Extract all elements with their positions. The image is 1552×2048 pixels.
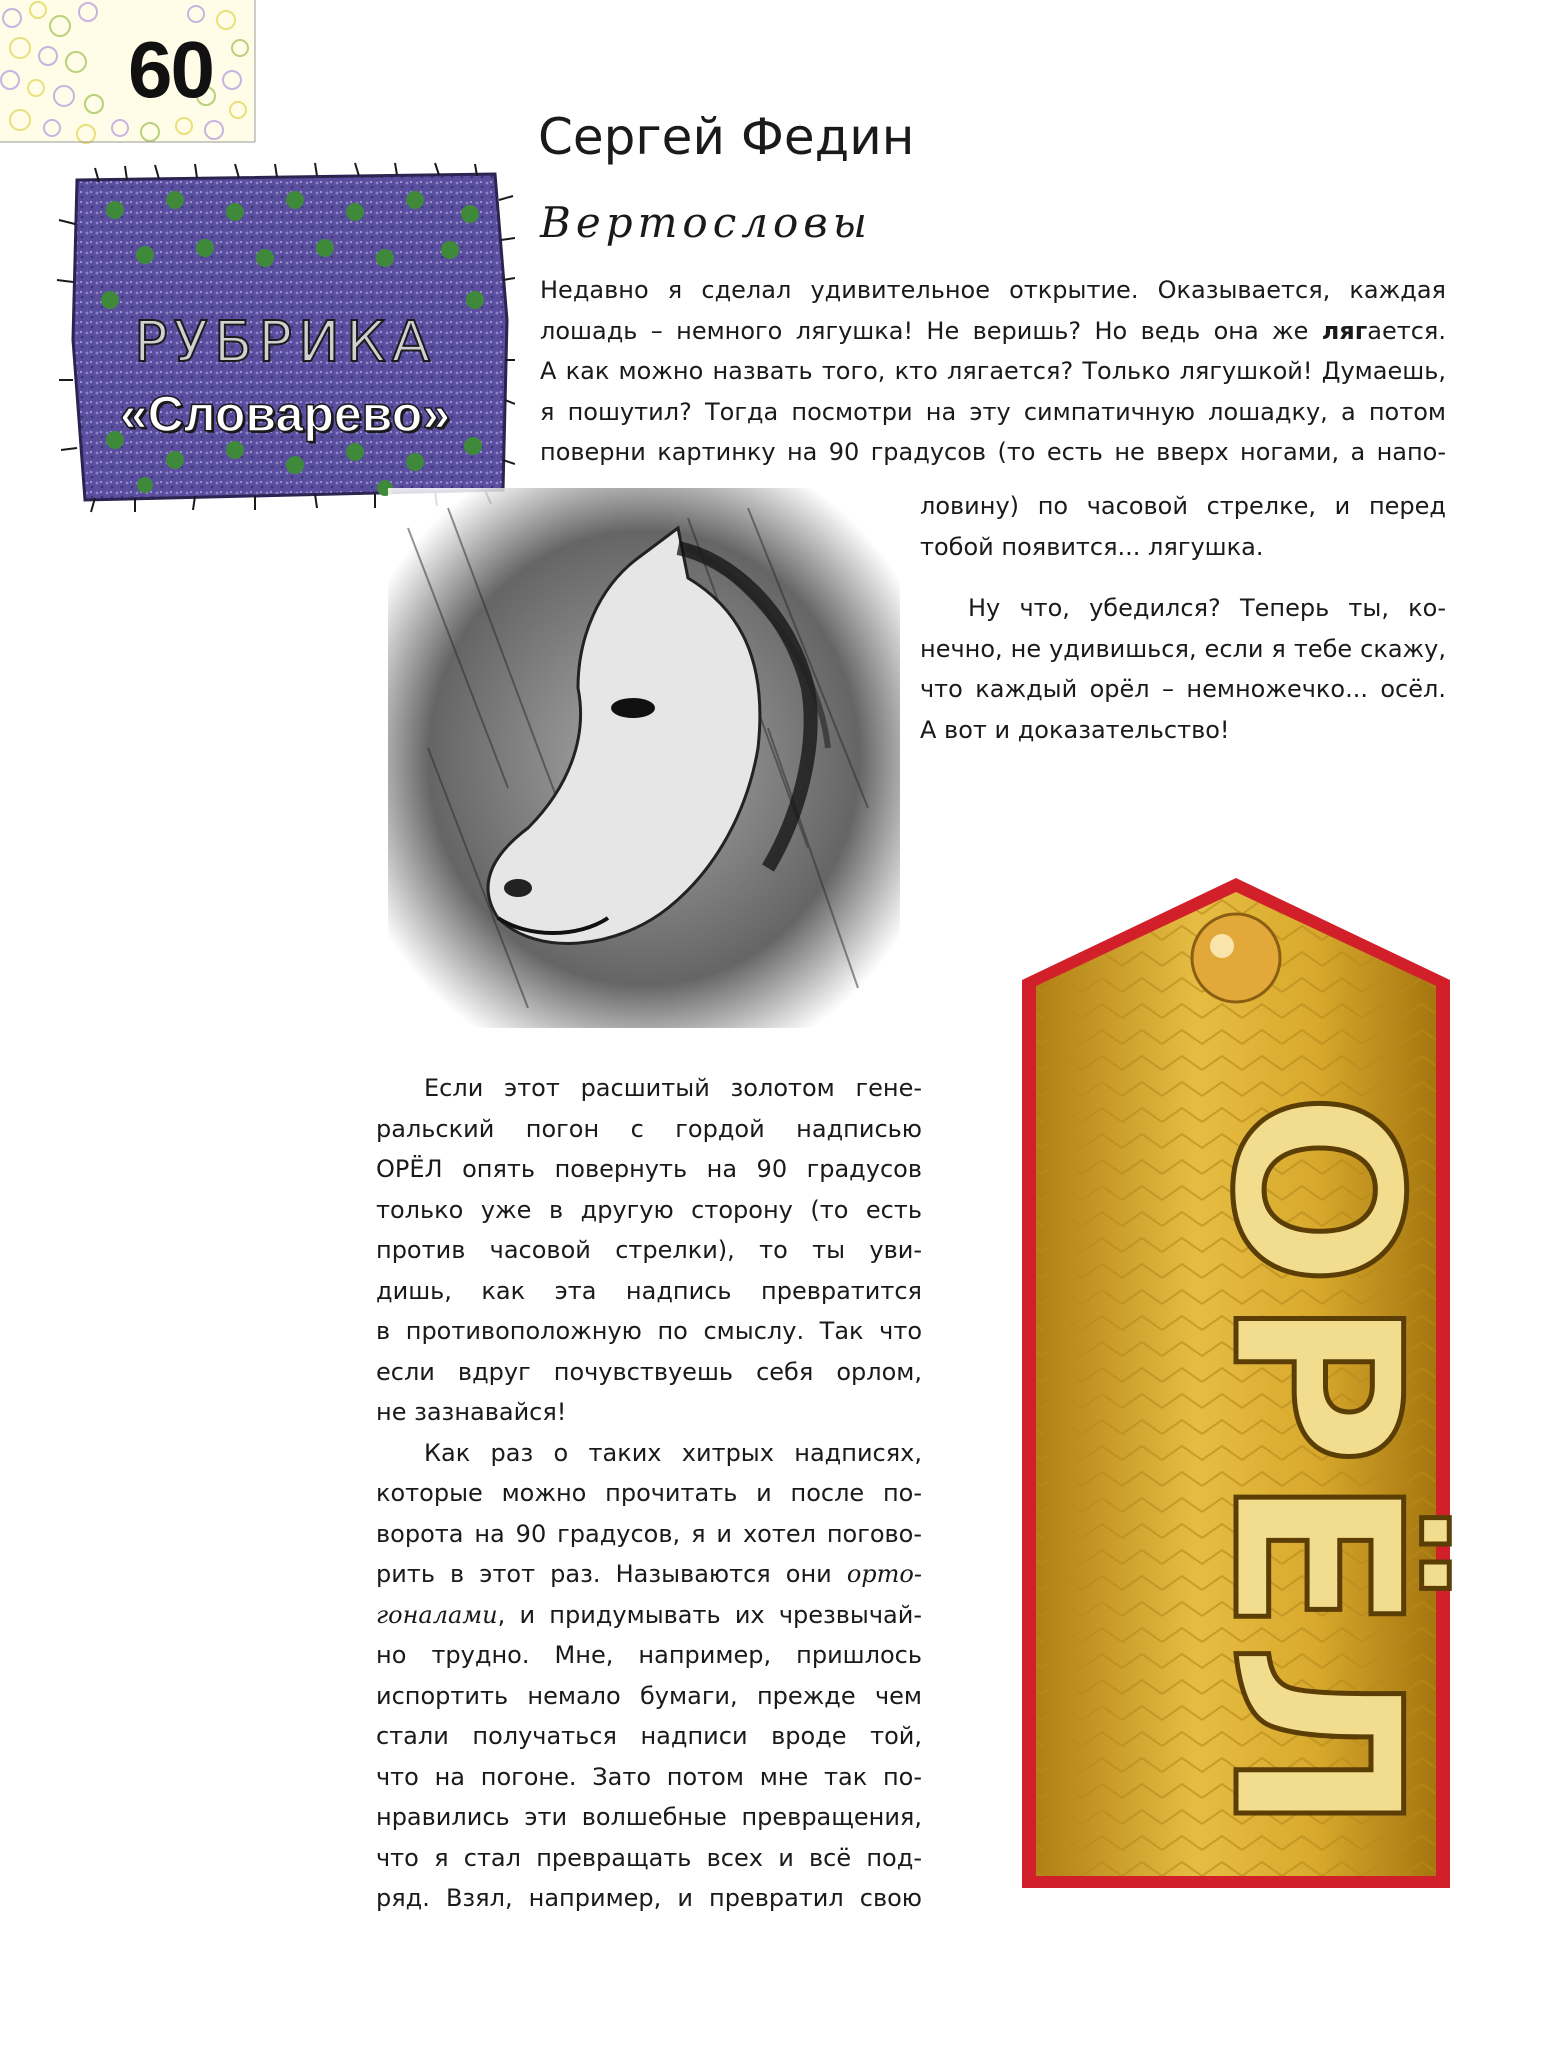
text-line: в противоположную по смыслу. Так что: [376, 1317, 922, 1345]
page-number: 60: [128, 25, 213, 114]
pogon-inscription: ОРЁЛ: [1181, 1091, 1448, 1845]
text-line: испортить немало бумаги, прежде чем: [376, 1681, 922, 1710]
text-line: если вдруг почувствуешь себя орлом,: [376, 1357, 922, 1386]
text-line: что каждый орёл – немножечко... осёл.: [920, 675, 1446, 703]
author-name: Сергей Федин: [538, 108, 915, 166]
rubric-badge: [55, 160, 515, 520]
rubric-title: «Словарево»: [119, 386, 451, 442]
text-line: ОРЁЛ опять повернуть на 90 градусов: [376, 1155, 922, 1183]
text-line: которые можно прочитать и после по-: [376, 1479, 922, 1507]
text-line: поверни картинку на 90 градусов (то есть не вверх ногами, а напо-: [540, 438, 1446, 466]
text-line: что я стал превращать всех и всё под-: [376, 1843, 922, 1872]
text-line: но трудно. Мне, например, пришлось: [376, 1641, 922, 1669]
text-line-part: рить в этот раз. Называются они: [376, 1560, 847, 1588]
text-line-part: лошадь – немного лягушка! Не веришь? Но ведь она же: [540, 316, 1322, 345]
text-line: Если этот расшитый золотом гене-: [424, 1074, 922, 1102]
text-line: не зазнавайся!: [376, 1398, 567, 1426]
italic-term: орто-: [846, 1560, 922, 1588]
text-line: против часовой стрелки), то ты уви-: [376, 1236, 922, 1264]
text-line: Ну что, убедился? Теперь ты, ко-: [968, 594, 1446, 622]
horse-drawing: [388, 488, 900, 1028]
body-column: [376, 1068, 922, 1919]
intro-paragraph: [540, 270, 1446, 473]
text-line: [540, 311, 1446, 352]
text-line: ральский погон с гордой надписью: [376, 1114, 922, 1143]
text-line: [376, 1595, 922, 1636]
paragraph-2: [920, 588, 1446, 750]
text-line: что на погоне. Зато потом мне так по-: [376, 1762, 922, 1791]
text-line-part: , и придумывать их чрезвычай-: [497, 1600, 922, 1629]
text-line: ряд. Взял, например, и превратил свою: [376, 1884, 922, 1912]
text-line: дишь, как эта надпись превратится: [376, 1276, 922, 1305]
italic-term: гоналами: [376, 1600, 498, 1629]
text-line: стали получаться надписи вроде той,: [376, 1722, 922, 1750]
bold-word: ляг: [1321, 316, 1368, 345]
text-line: нечно, не удивишься, если я тебе скажу,: [920, 634, 1446, 663]
text-line: А как можно назвать того, кто лягается? Только лягушкой! Думаешь,: [540, 357, 1446, 385]
rubric-word: РУБРИКА: [133, 310, 437, 375]
text-line: ловину) по часовой стрелке, и перед: [920, 492, 1446, 520]
article-title: Вертословы: [540, 198, 872, 247]
text-line: Как раз о таких хитрых надписях,: [424, 1438, 922, 1467]
pogon-image: [1002, 868, 1470, 1900]
text-line: я пошутил? Тогда посмотри на эту симпатичную лошадку, а потом: [540, 397, 1446, 426]
text-line: [376, 1554, 922, 1595]
text-line: нравились эти волшебные превращения,: [376, 1803, 922, 1831]
text-line: Недавно я сделал удивительное открытие. Оказывается, каждая: [540, 276, 1446, 304]
intro-continuation: [920, 486, 1446, 567]
text-line-part: ается.: [1367, 316, 1446, 345]
text-line: тобой появится... лягушка.: [920, 532, 1264, 561]
text-line: ворота на 90 градусов, я и хотел погово-: [376, 1519, 922, 1548]
text-line: только уже в другую сторону (то есть: [376, 1195, 922, 1224]
text-line: А вот и доказательство!: [920, 715, 1230, 744]
